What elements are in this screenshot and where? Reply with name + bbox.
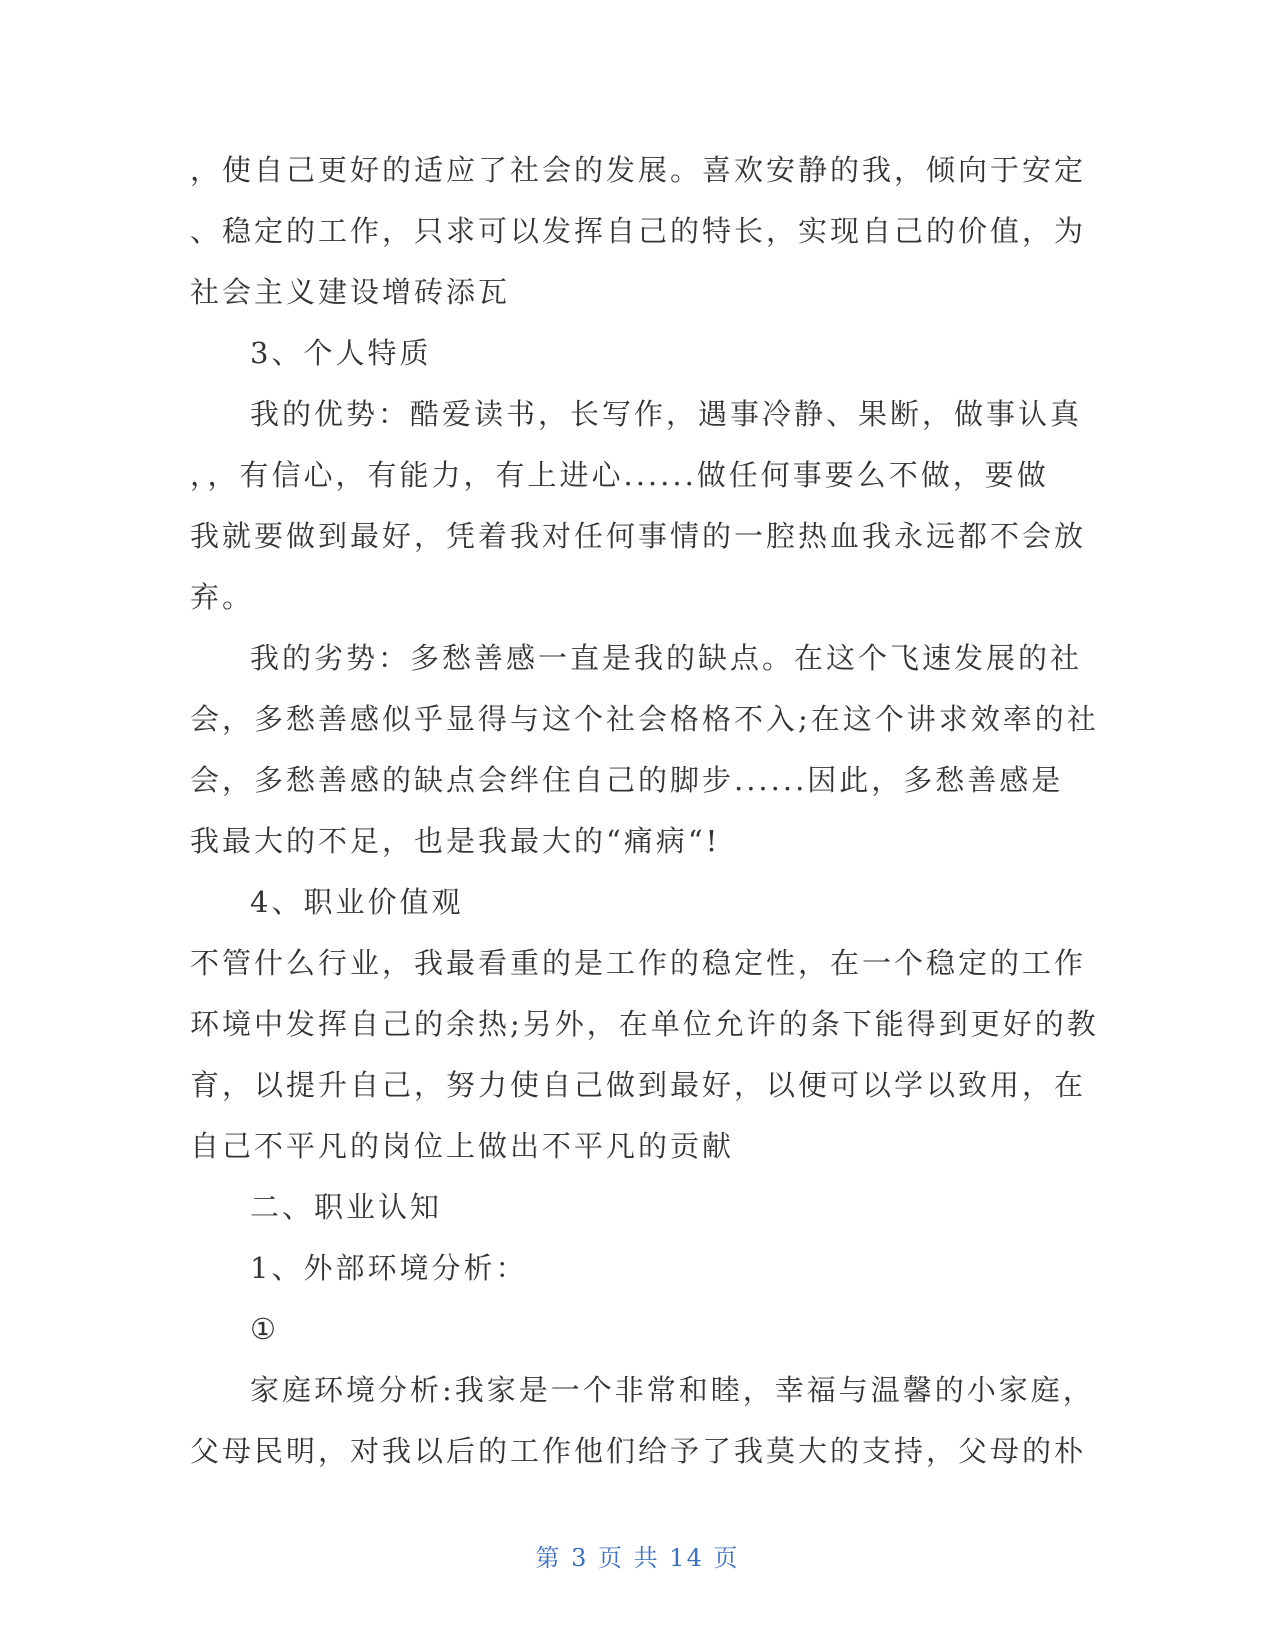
text-line: ，，有信心，有能力，有上进心......做任何事要么不做，要做 [190, 458, 1049, 492]
section-heading: 二、职业认知 [250, 1190, 443, 1224]
text-line: 弃。 [190, 580, 255, 614]
section-heading: 3、个人特质 [250, 336, 432, 370]
text-line: ，使自己更好的适应了社会的发展。喜欢安静的我，倾向于安定 [190, 153, 1087, 187]
section-heading: 1、外部环境分析： [250, 1251, 528, 1285]
text-line: 家庭环境分析:我家是一个非常和睦，幸福与温馨的小家庭， [250, 1373, 1095, 1407]
text-line: 社会主义建设增砖添瓦 [190, 275, 511, 309]
page-number: 第 3 页 共 14 页 [535, 1544, 740, 1572]
text-line: 育，以提升自己，努力使自己做到最好，以便可以学以致用，在 [190, 1068, 1087, 1102]
text-line: 我的优势：酷爱读书，长写作，遇事冷静、果断，做事认真 [250, 397, 1083, 431]
document-body [190, 140, 1099, 1482]
text-line: 会，多愁善感似乎显得与这个社会格格不入;在这个讲求效率的社 [190, 702, 1099, 736]
text-line: 环境中发挥自己的余热;另外，在单位允许的条下能得到更好的教 [190, 1007, 1099, 1041]
text-line: 我就要做到最好，凭着我对任何事情的一腔热血我永远都不会放 [190, 519, 1087, 553]
text-line: 我最大的不足，也是我最大的“痛病“! [190, 824, 721, 858]
text-line: 父母民明，对我以后的工作他们给予了我莫大的支持，父母的朴 [190, 1434, 1087, 1468]
text-line: 自己不平凡的岗位上做出不平凡的贡献 [190, 1129, 735, 1163]
list-marker: ① [250, 1312, 279, 1346]
text-line: 会，多愁善感的缺点会绊住自己的脚步......因此，多愁善感是 [190, 763, 1064, 797]
text-line: 不管什么行业，我最看重的是工作的稳定性，在一个稳定的工作 [190, 946, 1087, 980]
text-line: 我的劣势：多愁善感一直是我的缺点。在这个飞速发展的社 [250, 641, 1083, 675]
section-heading: 4、职业价值观 [250, 885, 464, 919]
text-line: 、稳定的工作，只求可以发挥自己的特长，实现自己的价值，为 [190, 214, 1087, 248]
